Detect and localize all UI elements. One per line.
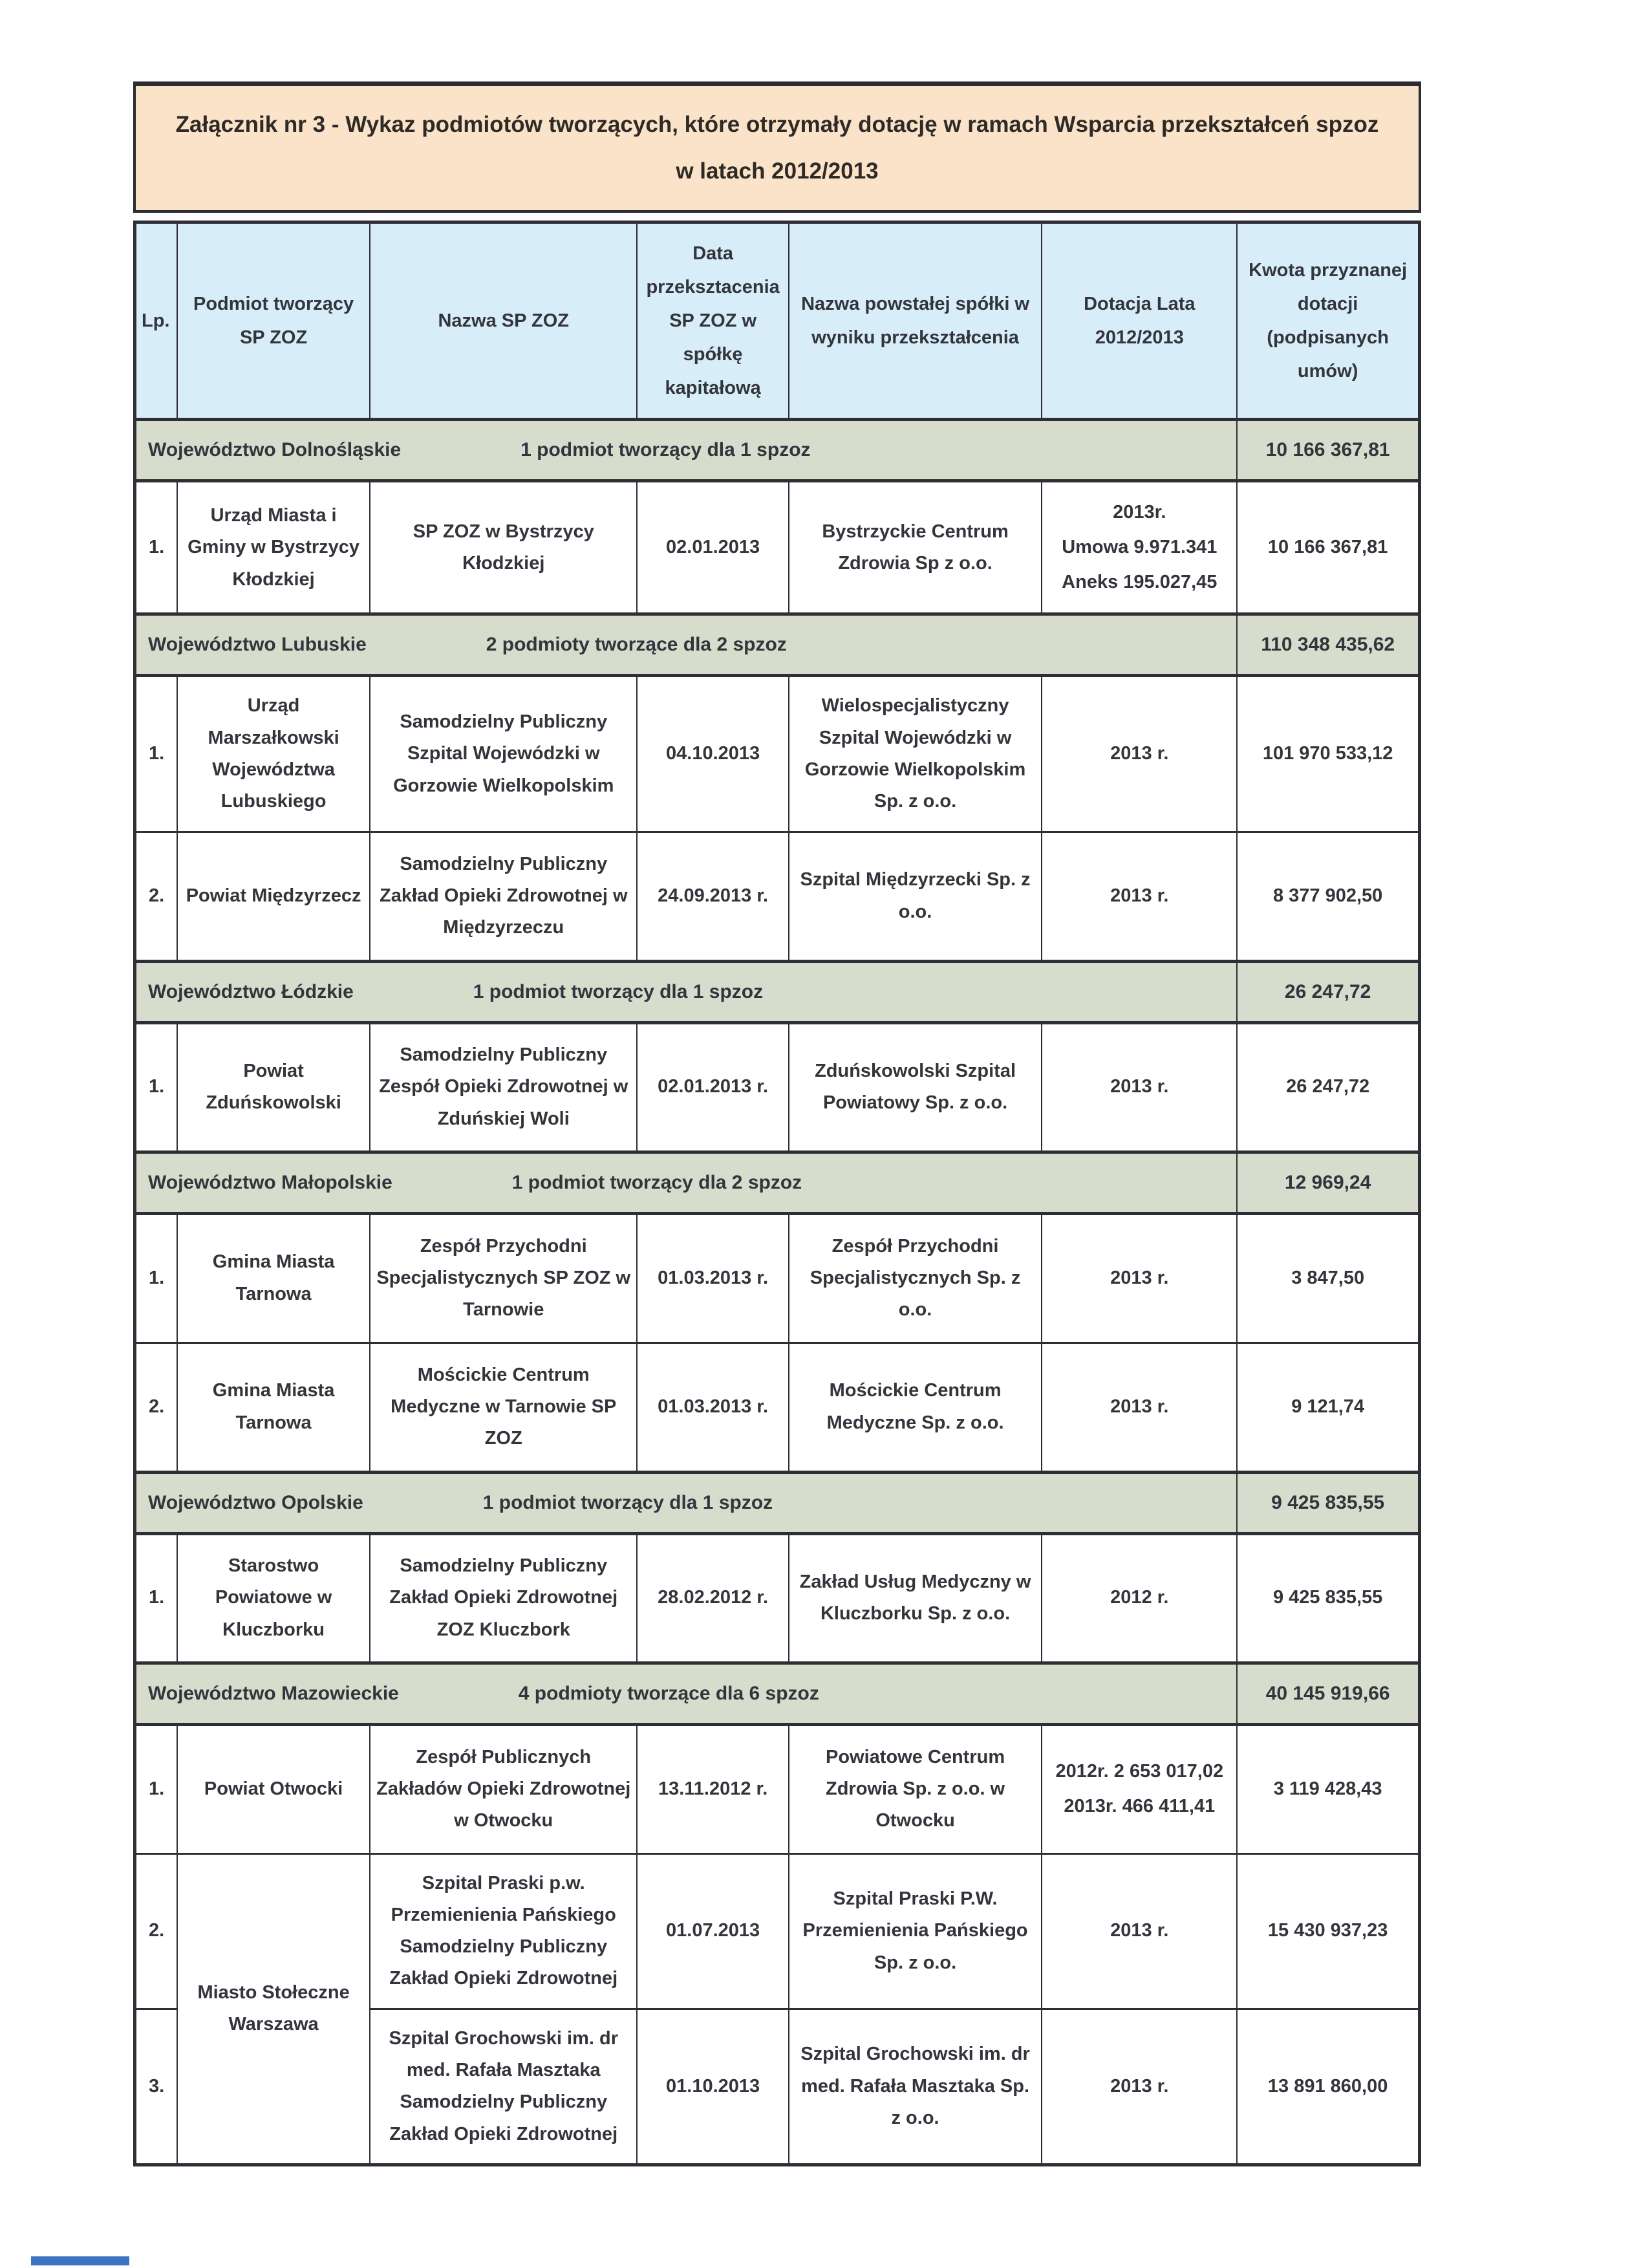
table-body <box>135 420 1420 2165</box>
cell-kwota: 9 121,74 <box>1237 1343 1419 1472</box>
column-header-7: Kwota przyznanej dotacji (podpisanych umów) <box>1237 222 1419 420</box>
cell-nazwa-spolki: Powiatowe Centrum Zdrowia Sp. z o.o. w Otwocku <box>789 1724 1042 1853</box>
cell-data-przeksztalcenia: 13.11.2012 r. <box>637 1724 788 1853</box>
section-band <box>135 1472 1238 1533</box>
section-total: 12 969,24 <box>1237 1152 1419 1213</box>
cell-data-przeksztalcenia: 01.10.2013 <box>637 2009 788 2165</box>
cell-kwota: 3 847,50 <box>1237 1213 1419 1343</box>
table-row <box>135 1853 1420 2009</box>
cell-dotacja <box>1042 1853 1237 2009</box>
cell-nazwa-spzoz: Samodzielny Publiczny Zespół Opieki Zdrowotnej w Zduńskiej Woli <box>370 1022 637 1152</box>
cell-dotacja <box>1042 1022 1237 1152</box>
cell-lp: 1. <box>135 1533 178 1663</box>
section-band <box>135 420 1238 481</box>
cell-nazwa-spzoz: Samodzielny Publiczny Szpital Wojewódzki w Gorzowie Wielkopolskim <box>370 676 637 832</box>
cell-kwota: 15 430 937,23 <box>1237 1853 1419 2009</box>
column-header-4: Data przeksztacenia SP ZOZ w spółkę kapitałową <box>637 222 788 420</box>
cell-kwota: 9 425 835,55 <box>1237 1533 1419 1663</box>
cell-nazwa-spolki: Bystrzyckie Centrum Zdrowia Sp z o.o. <box>789 481 1042 614</box>
dotacja-line: Umowa 9.971.341 <box>1062 537 1217 558</box>
cell-lp: 1. <box>135 1724 178 1853</box>
column-header-2: Podmiot tworzący SP ZOZ <box>177 222 370 420</box>
section-band-row <box>135 1663 1420 1724</box>
cell-lp: 3. <box>135 2009 178 2165</box>
section-total: 9 425 835,55 <box>1237 1472 1419 1533</box>
cell-lp: 1. <box>135 1022 178 1152</box>
header-row <box>135 222 1420 420</box>
table-header <box>135 222 1420 420</box>
cell-nazwa-spolki: Zakład Usług Medyczny w Kluczborku Sp. z o.o. <box>789 1533 1042 1663</box>
cell-kwota: 8 377 902,50 <box>1237 832 1419 961</box>
dotacja-line: 2013 r. <box>1110 743 1169 764</box>
cell-dotacja <box>1042 2009 1237 2165</box>
cell-nazwa-spzoz: Zespół Publicznych Zakładów Opieki Zdrowotnej w Otwocku <box>370 1724 637 1853</box>
cell-kwota: 13 891 860,00 <box>1237 2009 1419 2165</box>
cell-dotacja <box>1042 676 1237 832</box>
column-header-5: Nazwa powstałej spółki w wyniku przekształcenia <box>789 222 1042 420</box>
cell-nazwa-spzoz: Zespół Przychodni Specjalistycznych SP ZOZ w Tarnowie <box>370 1213 637 1343</box>
section-summary: 1 podmiot tworzący dla 1 spzoz <box>520 439 811 461</box>
table-row <box>135 676 1420 832</box>
column-header-1: Lp. <box>135 222 178 420</box>
section-band-row <box>135 1472 1420 1533</box>
cell-podmiot: Gmina Miasta Tarnowa <box>177 1213 370 1343</box>
cell-kwota: 101 970 533,12 <box>1237 676 1419 832</box>
table-row <box>135 1213 1420 1343</box>
section-summary: 1 podmiot tworzący dla 1 spzoz <box>482 1491 773 1513</box>
cell-nazwa-spzoz: Samodzielny Publiczny Zakład Opieki Zdrowotnej w Międzyrzeczu <box>370 832 637 961</box>
table-row <box>135 1022 1420 1152</box>
cell-podmiot: Powiat Międzyrzecz <box>177 832 370 961</box>
section-summary: 1 podmiot tworzący dla 2 spzoz <box>511 1171 802 1193</box>
cell-podmiot: Urząd Marszałkowski Województwa Lubuskiego <box>177 676 370 832</box>
cell-data-przeksztalcenia: 04.10.2013 <box>637 676 788 832</box>
cell-data-przeksztalcenia: 24.09.2013 r. <box>637 832 788 961</box>
cell-podmiot: Urząd Miasta i Gminy w Bystrzycy Kłodzkiej <box>177 481 370 614</box>
dotacja-line: 2013 r. <box>1110 1920 1169 1941</box>
cell-nazwa-spolki: Wielospecjalistyczny Szpital Wojewódzki w Gorzowie Wielkopolskim Sp. z o.o. <box>789 676 1042 832</box>
section-band <box>135 1663 1238 1724</box>
cell-podmiot: Miasto Stołeczne Warszawa <box>177 1853 370 2165</box>
section-name: Województwo Lubuskie <box>148 634 367 656</box>
document-title: Załącznik nr 3 - Wykaz podmiotów tworzących, które otrzymały dotację w ramach Wsparcia przekształceń spzoz w latach 2012/2013 <box>133 81 1421 213</box>
section-band <box>135 961 1238 1022</box>
cell-data-przeksztalcenia: 01.03.2013 r. <box>637 1343 788 1472</box>
cell-nazwa-spzoz: SP ZOZ w Bystrzycy Kłodzkiej <box>370 481 637 614</box>
dotacja-line: 2013 r. <box>1110 2075 1169 2097</box>
cell-dotacja <box>1042 1533 1237 1663</box>
section-name: Województwo Małopolskie <box>148 1171 392 1193</box>
cell-lp: 1. <box>135 1213 178 1343</box>
section-band-row <box>135 1152 1420 1213</box>
cell-kwota: 10 166 367,81 <box>1237 481 1419 614</box>
column-header-6: Dotacja Lata 2012/2013 <box>1042 222 1237 420</box>
section-total: 40 145 919,66 <box>1237 1663 1419 1724</box>
section-total: 10 166 367,81 <box>1237 420 1419 481</box>
dotacja-line: 2013 r. <box>1110 885 1169 906</box>
grants-table <box>133 221 1421 2166</box>
section-total: 26 247,72 <box>1237 961 1419 1022</box>
cell-data-przeksztalcenia: 02.01.2013 <box>637 481 788 614</box>
cell-lp: 2. <box>135 832 178 961</box>
dotacja-line: 2013 r. <box>1110 1396 1169 1417</box>
cell-nazwa-spolki: Szpital Praski P.W. Przemienienia Pańskiego Sp. z o.o. <box>789 1853 1042 2009</box>
cell-podmiot: Powiat Zduńskowolski <box>177 1022 370 1152</box>
section-summary: 1 podmiot tworzący dla 1 spzoz <box>473 980 764 1002</box>
cell-nazwa-spolki: Szpital Międzyrzecki Sp. z o.o. <box>789 832 1042 961</box>
section-name: Województwo Mazowieckie <box>148 1682 399 1704</box>
section-summary: 4 podmioty tworzące dla 6 spzoz <box>518 1682 819 1704</box>
cell-nazwa-spolki: Mościckie Centrum Medyczne Sp. z o.o. <box>789 1343 1042 1472</box>
cell-data-przeksztalcenia: 28.02.2012 r. <box>637 1533 788 1663</box>
cell-nazwa-spzoz: Szpital Grochowski im. dr med. Rafała Masztaka Samodzielny Publiczny Zakład Opieki Zdrowotnej <box>370 2009 637 2165</box>
cell-dotacja <box>1042 1724 1237 1853</box>
cell-kwota: 26 247,72 <box>1237 1022 1419 1152</box>
section-name: Województwo Dolnośląskie <box>148 439 402 461</box>
dotacja-line: 2012r. 2 653 017,02 <box>1055 1760 1224 1782</box>
section-band-row <box>135 614 1420 676</box>
cell-data-przeksztalcenia: 01.03.2013 r. <box>637 1213 788 1343</box>
cell-dotacja <box>1042 832 1237 961</box>
scan-artifact-strip <box>31 2256 129 2265</box>
table-row <box>135 1724 1420 1853</box>
cell-dotacja <box>1042 1213 1237 1343</box>
column-header-3: Nazwa SP ZOZ <box>370 222 637 420</box>
cell-dotacja <box>1042 481 1237 614</box>
section-name: Województwo Opolskie <box>148 1491 363 1513</box>
table-row <box>135 1533 1420 1663</box>
section-summary: 2 podmioty tworzące dla 2 spzoz <box>486 634 787 656</box>
cell-podmiot: Gmina Miasta Tarnowa <box>177 1343 370 1472</box>
cell-nazwa-spolki: Zespół Przychodni Specjalistycznych Sp. z o.o. <box>789 1213 1042 1343</box>
cell-podmiot: Starostwo Powiatowe w Kluczborku <box>177 1533 370 1663</box>
dotacja-line: 2013 r. <box>1110 1076 1169 1097</box>
cell-dotacja <box>1042 1343 1237 1472</box>
section-band <box>135 614 1238 676</box>
dotacja-line: 2013r. <box>1113 502 1166 523</box>
dotacja-line: Aneks 195.027,45 <box>1062 571 1217 592</box>
dotacja-line: 2012 r. <box>1110 1587 1169 1608</box>
attachment-3-document <box>133 81 1421 2166</box>
section-band-row <box>135 961 1420 1022</box>
section-band <box>135 1152 1238 1213</box>
cell-kwota: 3 119 428,43 <box>1237 1724 1419 1853</box>
cell-nazwa-spolki: Szpital Grochowski im. dr med. Rafała Masztaka Sp. z o.o. <box>789 2009 1042 2165</box>
cell-podmiot: Powiat Otwocki <box>177 1724 370 1853</box>
table-row <box>135 1343 1420 1472</box>
section-name: Województwo Łódzkie <box>148 980 354 1002</box>
cell-lp: 1. <box>135 676 178 832</box>
section-band-row <box>135 420 1420 481</box>
cell-lp: 1. <box>135 481 178 614</box>
cell-nazwa-spzoz: Szpital Praski p.w. Przemienienia Pańskiego Samodzielny Publiczny Zakład Opieki Zdrowotnej <box>370 1853 637 2009</box>
cell-nazwa-spolki: Zduńskowolski Szpital Powiatowy Sp. z o.o. <box>789 1022 1042 1152</box>
cell-data-przeksztalcenia: 02.01.2013 r. <box>637 1022 788 1152</box>
dotacja-line: 2013r. 466 411,41 <box>1064 1795 1216 1817</box>
dotacja-line: 2013 r. <box>1110 1267 1169 1288</box>
cell-nazwa-spzoz: Samodzielny Publiczny Zakład Opieki Zdrowotnej ZOZ Kluczbork <box>370 1533 637 1663</box>
table-row <box>135 481 1420 614</box>
cell-lp: 2. <box>135 1853 178 2009</box>
table-row <box>135 832 1420 961</box>
cell-nazwa-spzoz: Mościckie Centrum Medyczne w Tarnowie SP ZOZ <box>370 1343 637 1472</box>
section-total: 110 348 435,62 <box>1237 614 1419 676</box>
cell-lp: 2. <box>135 1343 178 1472</box>
cell-data-przeksztalcenia: 01.07.2013 <box>637 1853 788 2009</box>
